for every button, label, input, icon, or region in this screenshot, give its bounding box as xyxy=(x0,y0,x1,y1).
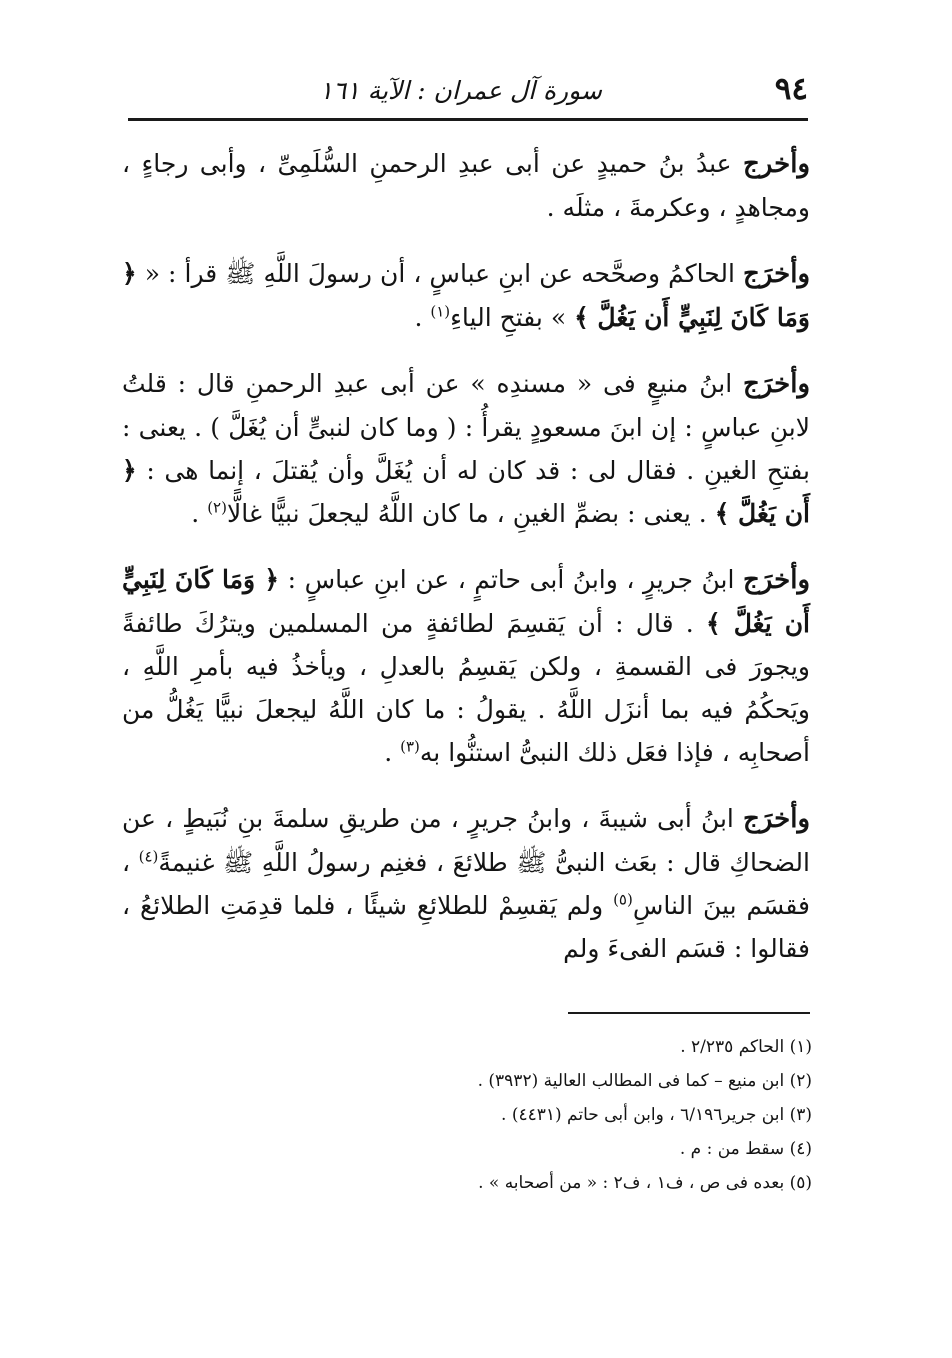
footnotes xyxy=(300,1030,812,1200)
footnote: (٢) ابن منيع – كما فى المطالب العالية (٣٩٣٢) . xyxy=(477,1071,812,1091)
quran-verse: ﴿ وَمَا كَانَ لِنَبِيٍّ أَن يَغُلَّ ﴾ xyxy=(122,259,810,332)
paragraph-3 xyxy=(122,362,810,535)
paragraph-lead: وأخرَج xyxy=(743,804,810,834)
paragraph-text: ابنُ منيعٍ فى « مسندِه » عن أبى عبدِ الرحمنِ قال : قلتُ لابنِ عباسٍ : إن ابنَ مسعودٍ يقرأُ : ( وما كان لنبىٍّ أن يُغَلَّ ) . يعنى : بفتحِ الغينِ . فقال لى : قد كان له أن يُغَلَّ وأن يُقتلَ ، إنما هى : xyxy=(122,369,810,485)
quran-verse: ﴿ أَن يَغُلَّ ﴾ xyxy=(122,456,810,528)
footnote-marker: (٥) xyxy=(613,890,633,909)
paragraph-text: » بفتحِ الياءِ xyxy=(450,303,575,332)
footnote-marker: (١) xyxy=(430,302,451,321)
main-text xyxy=(122,142,810,993)
paragraph-text: ، فقسَم بينَ الناسِ xyxy=(122,848,810,920)
footnote: (٤) سقط من : م . xyxy=(679,1139,812,1159)
paragraph-4 xyxy=(122,558,810,774)
page-number: ٩٤ xyxy=(774,71,808,107)
page-header xyxy=(128,64,808,114)
footnote-marker: (٢) xyxy=(207,498,227,517)
header-rule xyxy=(128,118,808,121)
footnote: (١) الحاكم ٢/٢٣٥ . xyxy=(680,1037,812,1057)
quran-verse: ﴿ وَمَا كَانَ لِنَبِيٍّ أَن يَغُلَّ ﴾ xyxy=(122,565,811,638)
paragraph-1 xyxy=(122,142,810,229)
footnote-rule xyxy=(568,1012,810,1014)
footnote-marker: (٤) xyxy=(138,847,159,866)
footnote: (٥) بعده فى ص ، ف١ ، ف٢ : « من أصحابه » . xyxy=(478,1173,812,1193)
paragraph-text: ابنُ أبى شيبةَ ، وابنُ جريرٍ ، من طريقِ سلمةَ بنِ نُبَيطٍ ، عن الضحاكِ قال : بعَث النبىُّ ﷺ طلائعَ ، فغنِم رسولُ اللَّهِ ﷺ غنيمةً xyxy=(122,804,810,877)
paragraph-text: . xyxy=(414,303,431,332)
paragraph-lead: وأخرَج xyxy=(743,565,810,595)
paragraph-lead: وأخرج xyxy=(743,149,810,179)
paragraph-text: . يعنى : بضمِّ الغينِ ، ما كان اللَّهُ ليجعلَ نبيًّا غالًّا xyxy=(226,499,715,528)
paragraph-text: . xyxy=(191,499,208,528)
running-title: سورة آل عمران : الآية ١٦١ xyxy=(319,76,602,105)
paragraph-lead: وأخرَج xyxy=(743,369,810,399)
paragraph-5 xyxy=(122,797,810,970)
paragraph-text: ولم يَقسِمْ للطلائعِ شيئًا ، فلما قدِمَتِ الطلائعُ ، فقالوا : قسَم الفىءَ ولم xyxy=(122,891,810,963)
paragraph-text: الحاكمُ وصحَّحه عن ابنِ عباسٍ ، أن رسولَ اللَّهِ ﷺ قرأ : « xyxy=(136,259,744,288)
paragraph-text: . قال : أن يَقسِمَ لطائفةٍ من المسلمين ويترُكَ طائفةً ويجورَ فى القسمةِ ، ولكن يَقسِمُ بالعدلِ ، ويأخذُ فيه بأمرِ اللَّهِ ، ويَحكُمُ فيه بما أنزَل اللَّهُ . يقولُ : ما كان اللَّهُ ليجعلَ نبيًّا يَغُلُّ من أصحابِه ، فإذا فعَل ذلك النبىُّ استنُّوا به xyxy=(122,609,810,767)
paragraph-lead: وأخرَج xyxy=(743,259,810,289)
paragraph-2 xyxy=(122,252,810,339)
footnote: (٣) ابن جرير٦/١٩٦ ، وابن أبى حاتم (٤٤٣١) . xyxy=(501,1105,812,1125)
footnote-marker: (٣) xyxy=(400,737,420,756)
paragraph-text: عبدُ بنُ حميدٍ عن أبى عبدِ الرحمنِ السُّلَمِىِّ ، وأبى رجاءٍ ، ومجاهدٍ ، وعكرمةَ ، مثلَه . xyxy=(122,149,810,222)
paragraph-text: . xyxy=(384,738,401,767)
paragraph-text: ابنُ جريرٍ ، وابنُ أبى حاتمٍ ، عن ابنِ عباسٍ : xyxy=(279,565,744,594)
